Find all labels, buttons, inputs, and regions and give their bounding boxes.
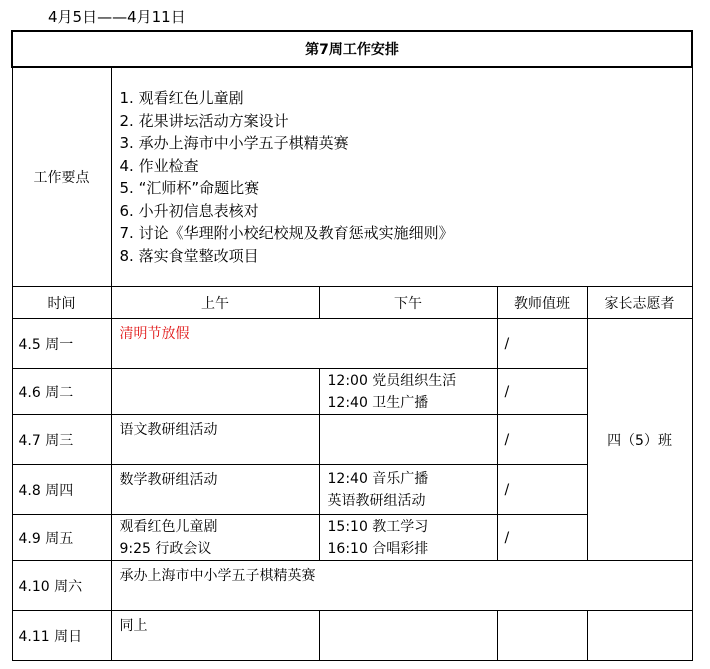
parent-volunteer-cell (587, 611, 692, 661)
duty-cell (497, 611, 587, 661)
key-point-item: 1. 观看红色儿童剧 (119, 89, 244, 107)
header-teacher-duty: 教师值班 (497, 287, 587, 319)
parent-volunteer-cell: 四（5）班 (587, 319, 692, 561)
afternoon-item: 12:40 卫生广播 (327, 394, 429, 411)
holiday-text: 清明节放假 (119, 326, 190, 342)
day-cell: 4.9 周五 (12, 515, 111, 561)
duty-cell: / (497, 369, 587, 415)
morning-item: 语文教研组活动 (119, 422, 218, 438)
afternoon-cell (319, 611, 497, 661)
duty-cell: / (497, 465, 587, 515)
key-point-item: 7. 讨论《华理附小校纪校规及教育惩戒实施细则》 (119, 224, 454, 242)
morning-cell (111, 611, 319, 661)
key-points-list (111, 67, 692, 287)
duty-cell: / (497, 319, 587, 369)
morning-cell (111, 515, 319, 561)
afternoon-cell (319, 515, 497, 561)
key-points-label: 工作要点 (12, 67, 111, 287)
weekly-schedule-table (11, 30, 693, 661)
duty-cell: / (497, 415, 587, 465)
afternoon-item: 12:00 党员组织生活 (327, 372, 457, 389)
header-afternoon: 下午 (319, 287, 497, 319)
day-cell: 4.11 周日 (12, 611, 111, 661)
day-cell: 4.10 周六 (12, 561, 111, 611)
afternoon-cell (319, 415, 497, 465)
day-cell: 4.6 周二 (12, 369, 111, 415)
afternoon-item: 12:40 音乐广播 (327, 470, 429, 487)
morning-cell (111, 415, 319, 465)
afternoon-cell (319, 369, 497, 415)
day-cell: 4.7 周三 (12, 415, 111, 465)
table-row (12, 561, 692, 611)
key-point-item: 4. 作业检查 (119, 156, 199, 175)
column-header-row (12, 287, 692, 319)
afternoon-cell (319, 465, 497, 515)
afternoon-item: 15:10 教工学习 (327, 518, 429, 535)
table-row (12, 611, 692, 661)
key-point-item: 2. 花果讲坛活动方案设计 (119, 111, 289, 130)
day-cell: 4.8 周四 (12, 465, 111, 515)
duty-cell: / (497, 515, 587, 561)
morning-item: 数学教研组活动 (119, 472, 218, 488)
key-point-item: 8. 落实食堂整改项目 (119, 246, 259, 265)
afternoon-item: 16:10 合唱彩排 (327, 540, 429, 557)
schedule-title: 第7周工作安排 (12, 31, 692, 67)
afternoon-item: 英语教研组活动 (327, 492, 426, 509)
event-cell (111, 561, 692, 611)
header-parent-volunteer: 家长志愿者 (587, 287, 692, 319)
header-time: 时间 (12, 287, 111, 319)
morning-cell (111, 465, 319, 515)
key-point-item: 6. 小升初信息表核对 (119, 201, 259, 220)
key-point-item: 5. “汇师杯”命题比赛 (119, 179, 260, 197)
day-cell: 4.5 周一 (12, 319, 111, 369)
key-point-item: 3. 承办上海市中小学五子棋精英赛 (119, 134, 349, 152)
morning-item: 观看红色儿童剧 (119, 518, 218, 535)
morning-item: 同上 (119, 618, 148, 634)
morning-cell (111, 369, 319, 415)
morning-item: 9:25 行政会议 (119, 540, 212, 557)
holiday-cell (111, 319, 497, 369)
event-text: 承办上海市中小学五子棋精英赛 (119, 568, 316, 584)
header-morning: 上午 (111, 287, 319, 319)
date-range: 4月5日——4月11日 (48, 8, 186, 26)
table-row (12, 319, 692, 369)
